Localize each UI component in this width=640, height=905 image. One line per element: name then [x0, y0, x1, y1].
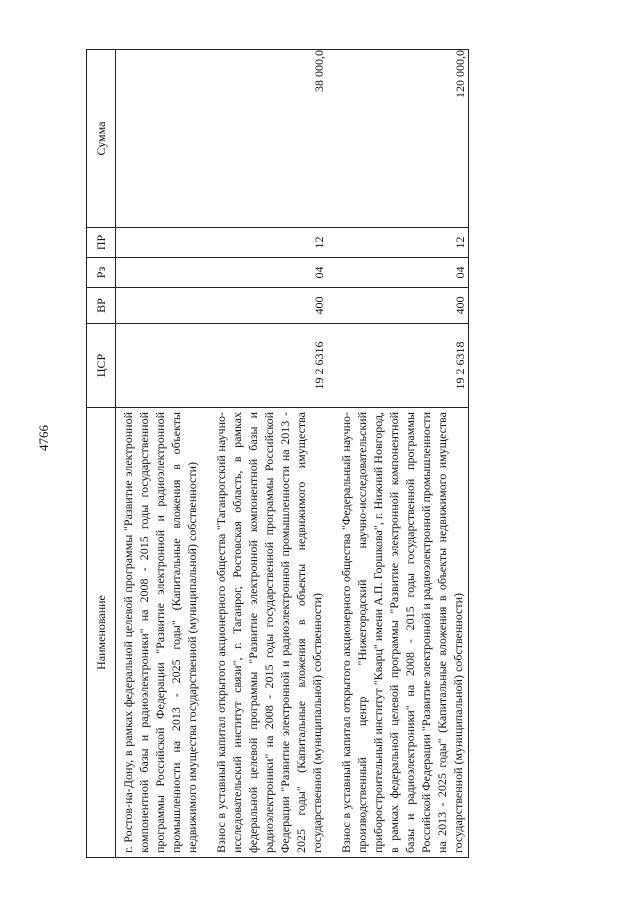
row-rz: 04 [202, 258, 327, 288]
row-name-cell [116, 408, 203, 858]
row-sum [116, 50, 203, 228]
row-name: г. Ростов-на-Дону, в рамках федеральной целевой программы "Развитие электронной компонентной базы и радиоэлектроники" на 2008 - 2015 годы государственной программы Российской Федерации "Развитие электронной и радиоэлектронной промышленности на 2013 - 2025 годы" (Капитальные вложения в объекты недвижимого имущества государственной (муниципальной) собственности) [121, 412, 199, 853]
page-number: 4766 [36, 425, 51, 451]
header-pr: ПР [87, 228, 116, 258]
row-rz: 04 [327, 258, 469, 288]
row-sum: 120 000,0 [327, 50, 469, 228]
row-pr [116, 228, 203, 258]
row-rz [116, 258, 203, 288]
row-pr: 12 [327, 228, 469, 258]
row-csr: 19 2 6316 [202, 324, 327, 408]
row-sum: 38 000,0 [202, 50, 327, 228]
header-rz: Рз [87, 258, 116, 288]
header-csr: ЦСР [87, 324, 116, 408]
rotated-page-content [86, 50, 612, 858]
row-name: Взнос в уставный капитал открытого акционерного общества "Таганрогский научно-исследовательский институт связи", г. Таганрог, Ростовская область, в рамках федеральной целевой программы "Развитие электронной компонентной базы и радиоэлектроники" на 2008 - 2015 годы государственной программы Российской Федерации "Развитие электронной и радиоэлектронной промышленности на 2013 - 2025 годы" (Капитальные вложения в объекты недвижимого имущества государственной (муниципальной) собственности) [214, 412, 324, 853]
row-name-cell [327, 408, 469, 858]
row-csr [116, 324, 203, 408]
row-vr: 400 [327, 288, 469, 324]
row-name-cell [202, 408, 327, 858]
row-vr: 400 [202, 288, 327, 324]
table-header-row [87, 50, 116, 858]
row-vr [116, 288, 203, 324]
header-vr: ВР [87, 288, 116, 324]
header-sum: Сумма [87, 50, 116, 228]
table-row [327, 50, 469, 858]
row-pr: 12 [202, 228, 327, 258]
budget-table [86, 49, 469, 858]
row-name: Взнос в уставный капитал открытого акционерного общества "Федеральный научно-производственный центр "Нижегородский научно-исследовательский приборостроительный институт "Кварц" имени А.П. Горшкова", г. Нижний Новгород, в рамках федеральной целевой программы "Развитие электронной компонентной базы и радиоэлектроники" на 2008 - 2015 годы государственной программы Российской Федерации "Развитие электронной и радиоэлектронной промышленности на 2013 - 2025 годы" (Капитальные вложения в объекты недвижимого имущества государственной (муниципальной) собственности) [339, 412, 465, 853]
header-name: Наименование [87, 408, 116, 858]
table-row [116, 50, 203, 858]
table-row [202, 50, 327, 858]
row-csr: 19 2 6318 [327, 324, 469, 408]
